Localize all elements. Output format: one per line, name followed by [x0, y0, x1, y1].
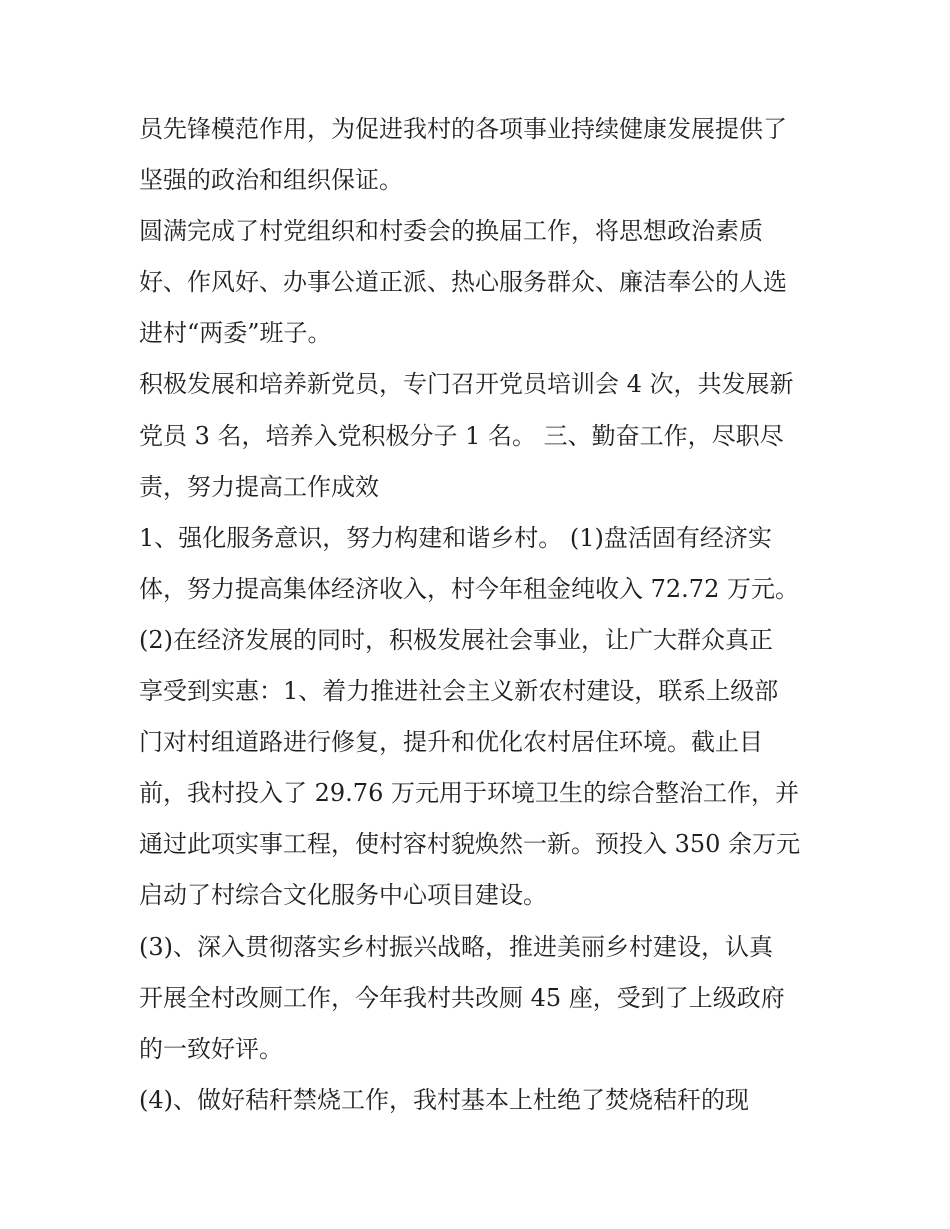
text-line: 好、作风好、办事公道正派、热心服务群众、廉洁奉公的人选: [139, 268, 787, 297]
text-line: 享受到实惠：1、着力推进社会主义新农村建设，联系上级部: [139, 677, 779, 706]
text-line: 1、强化服务意识，努力构建和谐乡村。 (1)盘活固有经济实: [139, 523, 772, 552]
text-line: (3)、深入贯彻落实乡村振兴战略，推进美丽乡村建设，认真: [139, 932, 773, 961]
text-line: 员先锋模范作用，为促进我村的各项事业持续健康发展提供了: [139, 115, 787, 143]
text-line: 责，努力提高工作成效: [139, 472, 379, 501]
text-line: 前，我村投入了 29.76 万元用于环境卫生的综合整治工作，并: [139, 779, 799, 808]
text-line: 门对村组道路进行修复，提升和优化农村居住环境。截止目: [139, 728, 763, 757]
document-body: [139, 104, 819, 1126]
text-line: (2)在经济发展的同时，积极发展社会事业，让广大群众真正: [139, 625, 773, 654]
text-line: 党员 3 名，培养入党积极分子 1 名。 三、勤奋工作，尽职尽: [139, 421, 784, 450]
text-line: 启动了村综合文化服务中心项目建设。: [139, 881, 547, 910]
text-line: 坚强的政治和组织保证。: [139, 166, 403, 195]
text-line: 通过此项实事工程，使村容村貌焕然一新。预投入 350 余万元: [139, 830, 801, 859]
text-line: 开展全村改厕工作，今年我村共改厕 45 座，受到了上级政府: [139, 983, 785, 1012]
text-line: 的一致好评。: [139, 1034, 283, 1063]
text-line: 体，努力提高集体经济收入，村今年租金纯收入 72.72 万元。: [139, 574, 799, 603]
text-line: 积极发展和培养新党员，专门召开党员培训会 4 次，共发展新: [139, 370, 794, 399]
text-line: 圆满完成了村党组织和村委会的换届工作，将思想政治素质: [139, 217, 763, 246]
text-line: 进村“两委”班子。: [139, 319, 332, 348]
text-line: (4)、做好秸秆禁烧工作，我村基本上杜绝了焚烧秸秆的现: [139, 1085, 749, 1114]
